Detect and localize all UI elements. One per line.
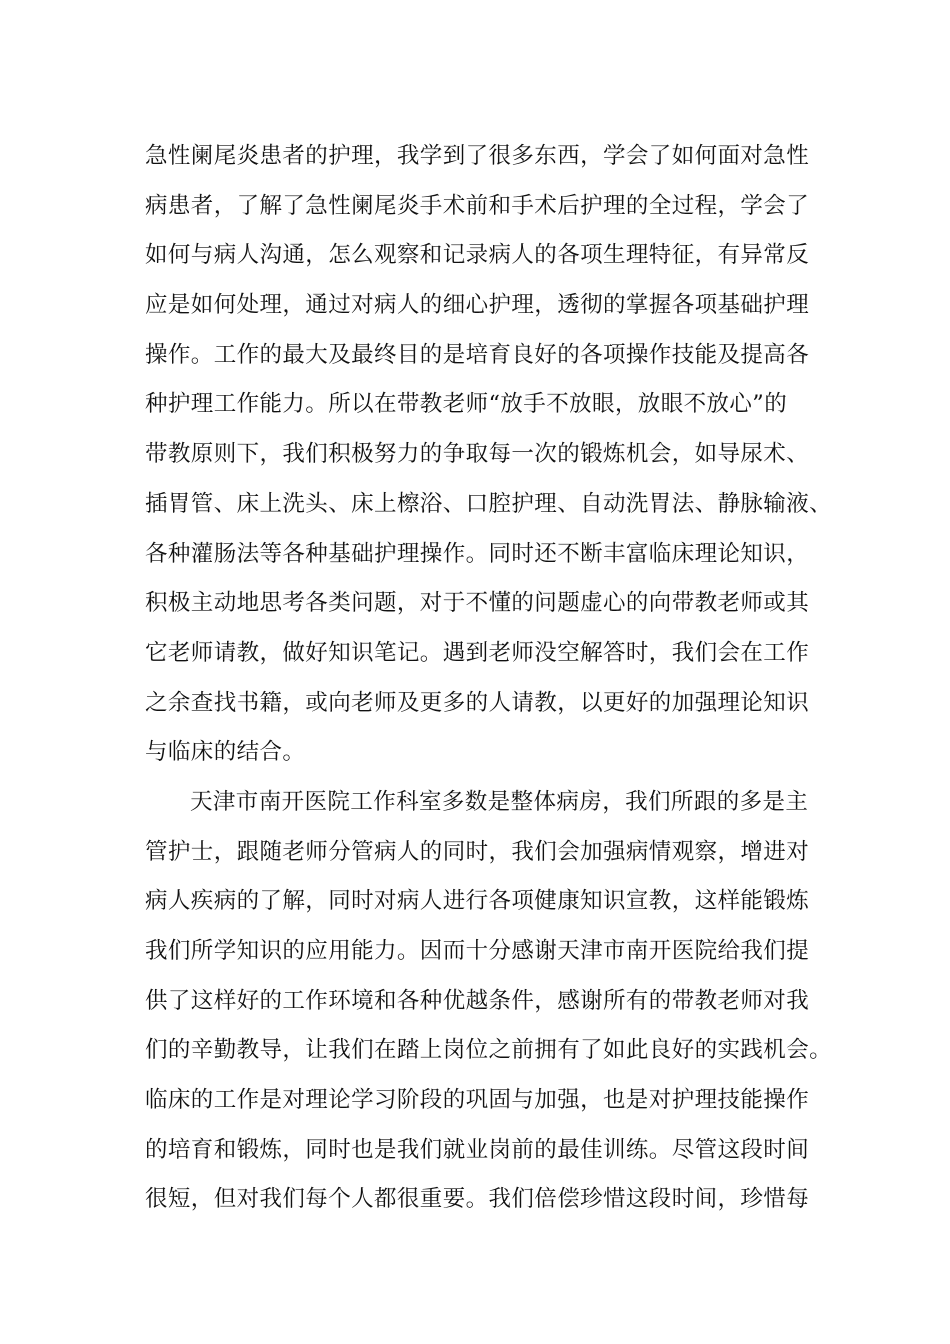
text-line: 管护士，跟随老师分管病人的同时，我们会加强病情观察，增进对 [145, 838, 810, 865]
text-line: 各种灌肠法等各种基础护理操作。同时还不断丰富临床理论知识， [145, 540, 810, 567]
text-line: 病患者，了解了急性阑尾炎手术前和手术后护理的全过程，学会了 [145, 192, 810, 219]
text-line: 我们所学知识的应用能力。因而十分感谢天津市南开医院给我们提 [145, 938, 810, 964]
text-line: 它老师请教，做好知识笔记。遇到老师没空解答时，我们会在工作 [145, 639, 810, 666]
text-line: 们的辛勤教导，让我们在踏上岗位之前拥有了如此良好的实践机会。 [145, 1037, 833, 1064]
text-line: 应是如何处理，通过对病人的细心护理，透彻的掌握各项基础护理 [145, 292, 810, 319]
text-line: 供了这样好的工作环境和各种优越条件，感谢所有的带教老师对我 [145, 987, 810, 1014]
text-line: 种护理工作能力。所以在带教老师“放手不放眼，放眼不放心”的 [145, 391, 788, 418]
text-line: 天津市南开医院工作科室多数是整体病房，我们所跟的多是主 [190, 788, 809, 815]
text-line: 插胃管、床上洗头、床上檫浴、口腔护理、自动洗胃法、静脉输液、 [145, 490, 833, 517]
text-line: 带教原则下，我们积极努力的争取每一次的锻炼机会，如导尿术、 [145, 441, 810, 468]
text-line: 积极主动地思考各类问题，对于不懂的问题虚心的向带教老师或其 [145, 590, 810, 617]
text-line: 病人疾病的了解，同时对病人进行各项健康知识宣教，这样能锻炼 [145, 888, 810, 915]
text-line: 急性阑尾炎患者的护理，我学到了很多东西，学会了如何面对急性 [145, 143, 810, 169]
body-text [145, 132, 835, 1225]
text-line: 临床的工作是对理论学习阶段的巩固与加强，也是对护理技能操作 [145, 1087, 810, 1114]
paragraph-1 [145, 132, 835, 778]
text-line: 如何与病人沟通，怎么观察和记录病人的各项生理特征，有异常反 [145, 242, 810, 269]
text-line: 操作。工作的最大及最终目的是培育良好的各项操作技能及提高各 [145, 341, 810, 368]
text-line: 的培育和锻炼，同时也是我们就业岗前的最佳训练。尽管这段时间 [145, 1136, 810, 1163]
text-line: 很短，但对我们每个人都很重要。我们倍偿珍惜这段时间，珍惜每 [145, 1186, 810, 1213]
text-line: 与临床的结合。 [145, 739, 306, 766]
text-line: 之余查找书籍，或向老师及更多的人请教，以更好的加强理论知识 [145, 689, 810, 716]
paragraph-2 [145, 778, 835, 1225]
